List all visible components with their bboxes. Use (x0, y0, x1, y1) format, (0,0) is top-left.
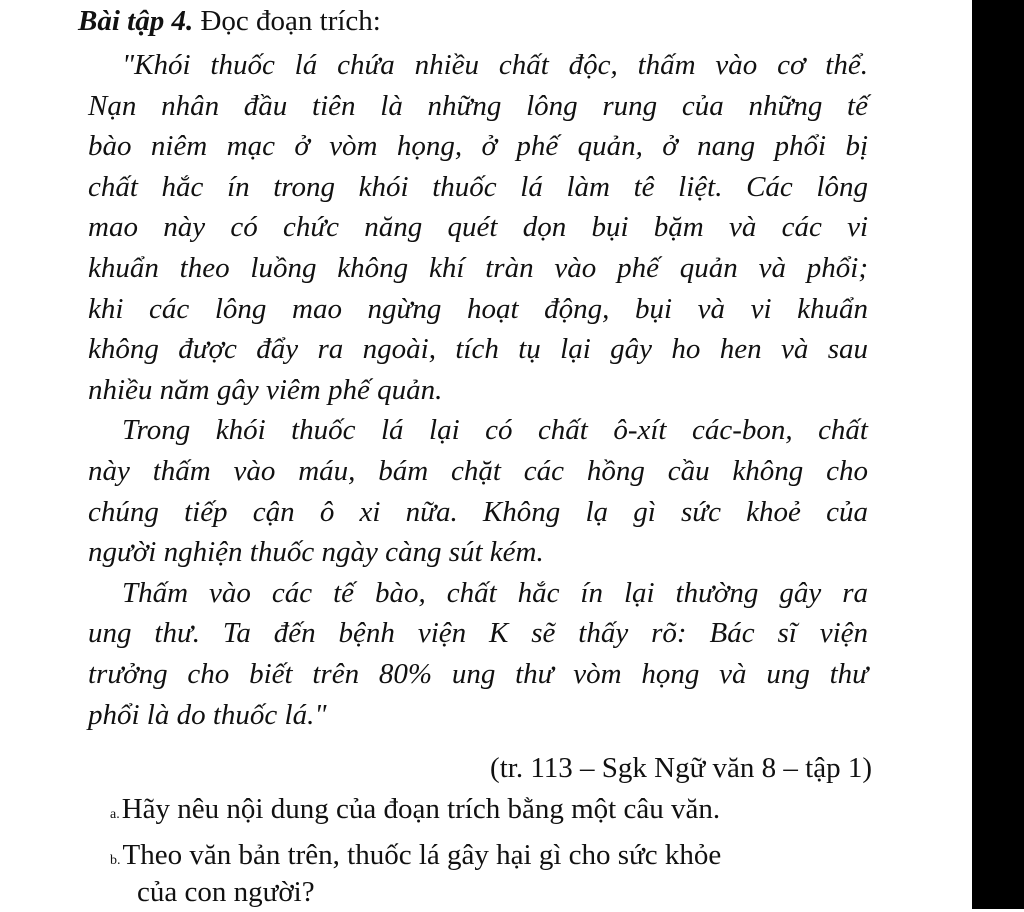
passage-line: khi các lông mao ngừng hoạt động, bụi và vi khuẩn (88, 292, 868, 325)
passage-line: không được đẩy ra ngoài, tích tụ lại gây ho hen và sau (88, 333, 868, 366)
exercise-label: Bài tập 4. (78, 5, 194, 37)
source-citation: (tr. 113 – Sgk Ngữ văn 8 – tập 1) (490, 752, 872, 784)
passage (88, 45, 868, 735)
question-b-marker: b. (110, 853, 121, 868)
passage-line: ung thư. Ta đến bệnh viện K sẽ thấy rõ: Bác sĩ viện (88, 617, 868, 650)
question-a (110, 789, 720, 835)
passage-line: khuẩn theo luồng không khí tràn vào phế quản và phổi; (88, 251, 868, 284)
passage-line: nhiều năm gây viêm phế quản. (88, 373, 443, 406)
passage-line: chúng tiếp cận ô xi nữa. Không lạ gì sức khoẻ của (88, 495, 868, 528)
passage-line: chất hắc ín trong khói thuốc lá làm tê liệt. Các lông (88, 170, 868, 203)
passage-line: "Khói thuốc lá chứa nhiều chất độc, thấm vào cơ thể. (122, 49, 868, 81)
passage-line: Thấm vào các tế bào, chất hắc ín lại thường gây ra (122, 576, 868, 609)
question-b-text-line-1: Theo văn bản trên, thuốc lá gây hại gì cho sức khỏe (122, 839, 722, 871)
passage-line: Trong khói thuốc lá lại có chất ô-xít các-bon, chất (122, 414, 868, 447)
passage-line: mao này có chức năng quét dọn bụi bặm và các vi (88, 211, 868, 244)
right-black-border (972, 0, 1024, 909)
passage-line: này thấm vào máu, bám chặt các hồng cầu không cho (88, 454, 868, 487)
passage-line: bào niêm mạc ở vòm họng, ở phế quản, ở nang phổi bị (88, 130, 868, 163)
passage-line: người nghiện thuốc ngày càng sút kém. (88, 536, 544, 569)
passage-line: Nạn nhân đầu tiên là những lông rung của những tế (88, 89, 868, 122)
question-a-text: Hãy nêu nội dung của đoạn trích bằng một câu văn. (121, 793, 721, 825)
question-a-marker: a. (110, 807, 120, 822)
passage-line: trưởng cho biết trên 80% ung thư vòm họng và ung thư (88, 657, 868, 690)
exercise-heading (78, 2, 381, 40)
question-b-continued: của con người? (137, 876, 315, 908)
exercise-instruction: Đọc đoạn trích: (193, 5, 381, 37)
passage-line: phổi là do thuốc lá." (88, 698, 327, 731)
